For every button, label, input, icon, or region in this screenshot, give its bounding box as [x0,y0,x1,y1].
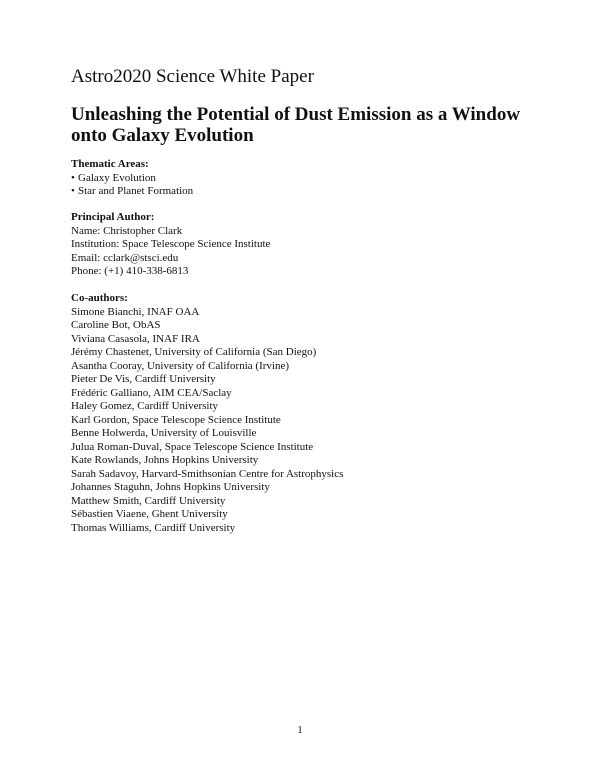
principal-author-institution: Institution: Space Telescope Science Institute [71,238,271,250]
paper-series-header: Astro2020 Science White Paper [71,66,314,87]
thematic-areas-section [71,158,193,199]
thematic-areas-heading: Thematic Areas: [71,158,149,170]
coauthor-entry: Caroline Bot, ObAS [71,319,161,331]
coauthor-entry: Pieter De Vis, Cardiff University [71,373,216,385]
bullet-icon: • [71,171,75,184]
paper-title: Unleashing the Potential of Dust Emission as a Window onto Galaxy Evolution [71,104,521,146]
principal-author-name: Name: Christopher Clark [71,224,183,237]
coauthor-entry: Karl Gordon, Space Telescope Science Institute [71,413,281,426]
coauthor-entry: Thomas Williams, Cardiff University [71,521,236,534]
coauthors-heading: Co-authors: [71,292,128,304]
bullet-icon: • [71,185,75,197]
coauthor-entry: Haley Gomez, Cardiff University [71,400,219,412]
coauthor-entry: Julua Roman-Duval, Space Telescope Science Institute [71,440,314,453]
thematic-area-item [71,185,193,199]
principal-author-heading: Principal Author: [71,211,155,223]
coauthor-entry: Kate Rowlands, Johns Hopkins University [71,454,259,466]
principal-author-phone: Phone: (+1) 410-338-6813 [71,265,189,277]
principal-author-section [71,211,270,279]
coauthor-entry: Jérémy Chastenet, University of California (San Diego) [71,346,317,358]
coauthor-entry: Johannes Staguhn, Johns Hopkins University [71,481,270,493]
coauthor-entry: Asantha Cooray, University of California (Irvine) [71,359,290,372]
coauthors-section [71,292,343,535]
coauthor-entry: Sarah Sadavoy, Harvard-Smithsonian Centre for Astrophysics [71,467,344,480]
coauthor-entry: Viviana Casasola, INAF IRA [71,332,200,345]
coauthor-entry: Frédéric Galliano, AIM CEA/Saclay [71,386,232,399]
coauthor-entry: Benne Holwerda, University of Louisville [71,427,257,439]
thematic-area-label: Star and Planet Formation [78,185,194,197]
coauthor-entry: Sébastien Viaene, Ghent University [71,508,228,520]
coauthor-entry: Simone Bianchi, INAF OAA [71,305,200,318]
coauthor-entry: Matthew Smith, Cardiff University [71,494,226,507]
page-number: 1 [297,724,303,736]
thematic-area-item [71,172,193,186]
principal-author-email: Email: cclark@stsci.edu [71,251,179,264]
thematic-area-label: Galaxy Evolution [78,171,156,184]
